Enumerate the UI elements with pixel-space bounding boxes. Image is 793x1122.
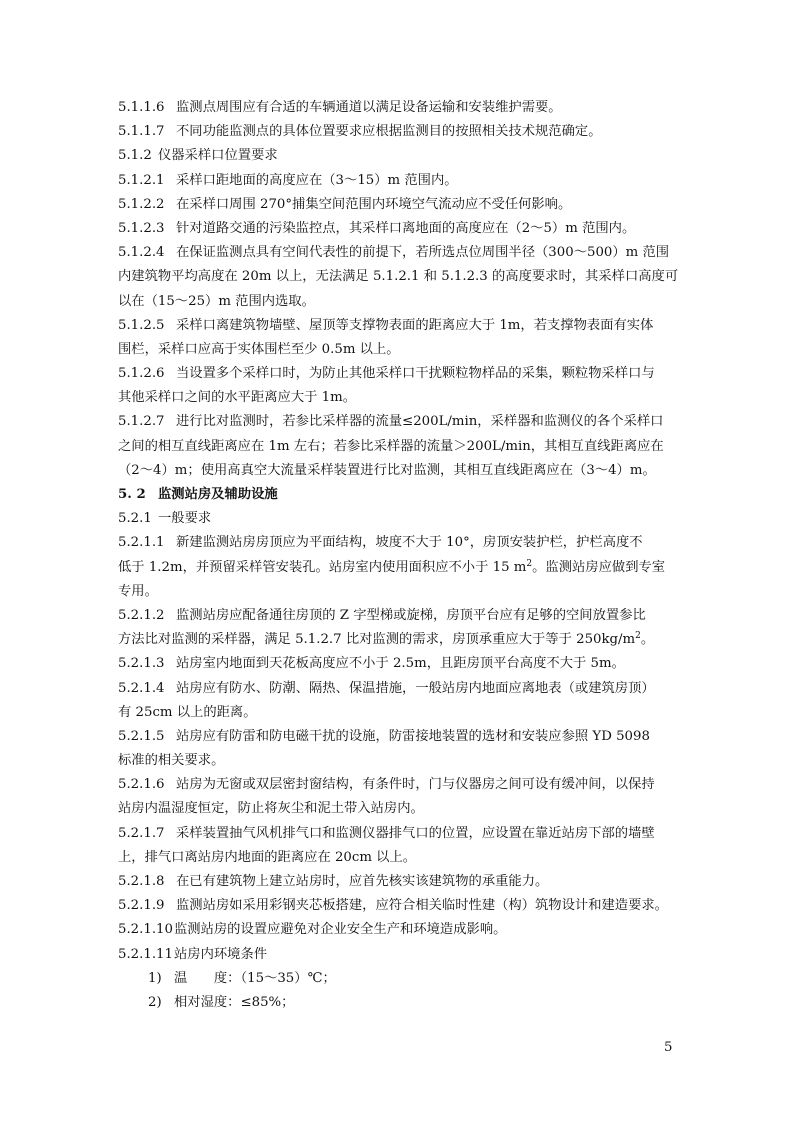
clause-number: 5.2.1.2	[118, 607, 165, 623]
list-number: 1)	[148, 970, 162, 986]
clause-5-1-2-6	[118, 362, 680, 386]
clause-5-2-1-6	[118, 773, 680, 797]
clause-continuation: （2～4）m；使用高真空大流量采样装置进行比对监测，其相互直线距离应在（3～4）m。	[118, 462, 656, 478]
clause-text: 站房为无窗或双层密封窗结构，有条件时，门与仪器房之间可设有缓冲间，以保持	[176, 777, 655, 793]
clause-text: 在已有建筑物上建立站房时，应首先核实该建筑物的承重能力。	[176, 874, 549, 889]
clause-5-2-1-7	[118, 822, 680, 846]
list-text: 温 度：（15～35）℃；	[174, 970, 336, 986]
clause-5-2-1-9	[118, 894, 680, 918]
section-5-2-heading	[118, 483, 680, 507]
clause-5-1-2-2	[118, 193, 680, 217]
clause-number: 5.2.1.3	[118, 656, 165, 672]
clause-continuation: 标准的相关要求。	[118, 753, 225, 769]
clause-5-1-2-3	[118, 217, 680, 241]
condition-item	[118, 967, 680, 991]
page-body	[118, 96, 680, 1015]
clause-continuation: 其他采样口之间的水平距离应大于 1m。	[118, 390, 357, 406]
clause-number: 5.1.2.4	[118, 245, 165, 261]
clause-number: 5.2.1.5	[118, 728, 165, 744]
clause-5-1-2-7	[118, 410, 680, 434]
clause-text: 监测站房的设置应避免对企业安全生产和环境造成影响。	[174, 922, 507, 938]
list-number: 2)	[148, 994, 162, 1010]
list-text: 相对湿度：≤85%；	[174, 994, 295, 1010]
clause-text: 新建监测站房房顶应为平面结构，坡度不大于 10°，房顶安装护栏，护栏高度不	[176, 535, 643, 551]
clause-number: 5.1.2.6	[118, 366, 165, 382]
clause-text: 仪器采样口位置要求	[158, 148, 278, 164]
clause-number: 5.2.1.10	[118, 922, 173, 938]
clause-5-2-1-4	[118, 677, 680, 701]
clause-number: 5.1.2.7	[118, 414, 165, 430]
clause-text: 监测点周围应有合适的车辆通道以满足设备运输和安装维护需要。	[176, 100, 562, 115]
clause-text: 。监测站房应做到专室	[532, 559, 666, 575]
superscript: 2	[526, 558, 533, 569]
clause-text: 。	[640, 632, 655, 648]
clause-number: 5.2.1.1	[118, 535, 165, 551]
clause-number: 5.1.2.5	[118, 317, 165, 333]
clause-text: 监测站房应配备通往房顶的 Z 字型梯或旋梯，房顶平台应有足够的空间放置参比	[176, 607, 646, 623]
clause-number: 5.1.2	[118, 148, 152, 164]
page-number: 5	[664, 1040, 673, 1055]
clause-text: 采样口离建筑物墙壁、屋顶等支撑物表面的距离应大于 1m，若支撑物表面有实体	[176, 317, 654, 333]
clause-number: 5.2.1.11	[118, 946, 173, 962]
clause-number: 5.1.2.2	[118, 196, 165, 212]
clause-5-2-1-11	[118, 943, 680, 967]
clause-continuation: 围栏，采样口应高于实体围栏至少 0.5m 以上。	[118, 341, 400, 357]
clause-5-2-1-1	[118, 531, 680, 555]
clause-text: 监测站房如采用彩钢夹芯板搭建，应符合相关临时性建（构）筑物设计和建造要求。	[176, 898, 668, 914]
clause-text: 站房内环境条件	[174, 946, 268, 962]
clause-text: 在保证监测点具有空间代表性的前提下，若所选点位周围半径（300～500）m 范围	[176, 245, 670, 261]
clause-number: 5.1.2.1	[118, 172, 165, 188]
clause-number: 5.1.1.6	[118, 100, 165, 115]
clause-number: 5.2.1.8	[118, 874, 165, 889]
clause-number: 5.2.1	[118, 511, 152, 527]
clause-5-2-1-5	[118, 725, 680, 749]
clause-continuation: 内建筑物平均高度在 20m 以上，无法满足 5.1.2.1 和 5.1.2.3 的高度要求时，其采样口高度可	[118, 269, 679, 285]
section-title: 监测站房及辅助设施	[158, 487, 278, 502]
clause-text: 在采样口周围 270°捕集空间范围内环境空气流动应不受任何影响。	[176, 196, 572, 212]
clause-5-1-2-5	[118, 314, 680, 338]
clause-continuation: 以在（15～25）m 范围内选取。	[118, 293, 315, 309]
clause-number: 5.1.2.3	[118, 220, 165, 236]
clause-text: 当设置多个采样口时，为防止其他采样口干扰颗粒物样品的采集，颗粒物采样口与	[176, 366, 655, 382]
clause-text: 方法比对监测的采样器，满足 5.1.2.7 比对监测的需求，房顶承重应大于等于 250kg/m	[118, 632, 636, 648]
clause-5-1-2-4	[118, 241, 680, 265]
clause-text: 站房应有防水、防潮、隔热、保温措施，一般站房内地面应离地表（或建筑房顶）	[176, 680, 655, 696]
clause-continuation: 之间的相互直线距离应在 1m 左右；若参比采样器的流量＞200L/min，其相互直线距离应在	[118, 438, 664, 454]
clause-number: 5.2.1.6	[118, 777, 165, 793]
clause-text: 进行比对监测时，若参比采样器的流量≤200L/min，采样器和监测仪的各个采样口	[176, 414, 664, 430]
clause-number: 5.2.1.4	[118, 680, 165, 696]
clause-text: 针对道路交通的污染监控点，其采样口离地面的高度应在（2～5）m 范围内。	[176, 220, 636, 236]
clause-continuation	[118, 628, 680, 652]
clause-continuation: 专用。	[118, 583, 158, 599]
superscript: 2	[635, 631, 641, 642]
clause-number: 5.2.1.7	[118, 825, 165, 841]
clause-5-2-1-10	[118, 918, 680, 942]
clause-continuation: 上，排气口离站房内地面的距离应在 20cm 以上。	[118, 849, 417, 865]
clause-5-2-1-8	[118, 870, 680, 894]
clause-number: 5.2.1.9	[118, 898, 165, 914]
clause-text: 一般要求	[158, 511, 212, 527]
subsection-5-1-2	[118, 144, 680, 168]
subsection-5-2-1	[118, 507, 680, 531]
clause-5-1-1-6	[118, 96, 680, 120]
section-number: 5. 2	[118, 487, 146, 502]
clause-text: 采样口距地面的高度应在（3～15）m 范围内。	[176, 172, 458, 188]
clause-continuation: 有 25cm 以上的距离。	[118, 704, 257, 720]
clause-text: 不同功能监测点的具体位置要求应根据监测目的按照相关技术规范确定。	[176, 124, 602, 140]
clause-5-1-1-7	[118, 120, 680, 144]
clause-5-1-2-1	[118, 169, 680, 193]
clause-continuation	[118, 556, 680, 580]
clause-text: 低于 1.2m，并预留采样管安装孔。站房室内使用面积应不小于 15 m	[118, 559, 527, 575]
clause-text: 站房室内地面到天花板高度应不小于 2.5m，且距房顶平台高度不大于 5m。	[176, 656, 625, 672]
clause-number: 5.1.1.7	[118, 124, 165, 140]
clause-5-2-1-3	[118, 652, 680, 676]
clause-text: 站房应有防雷和防电磁干扰的设施，防雷接地装置的选材和安装应参照 YD 5098	[176, 728, 650, 744]
condition-item	[118, 991, 680, 1015]
clause-5-2-1-2	[118, 604, 680, 628]
clause-continuation: 站房内温湿度恒定，防止将灰尘和泥土带入站房内。	[118, 801, 424, 817]
clause-text: 采样装置抽气风机排气口和监测仪器排气口的位置，应设置在靠近站房下部的墙壁	[176, 825, 655, 841]
